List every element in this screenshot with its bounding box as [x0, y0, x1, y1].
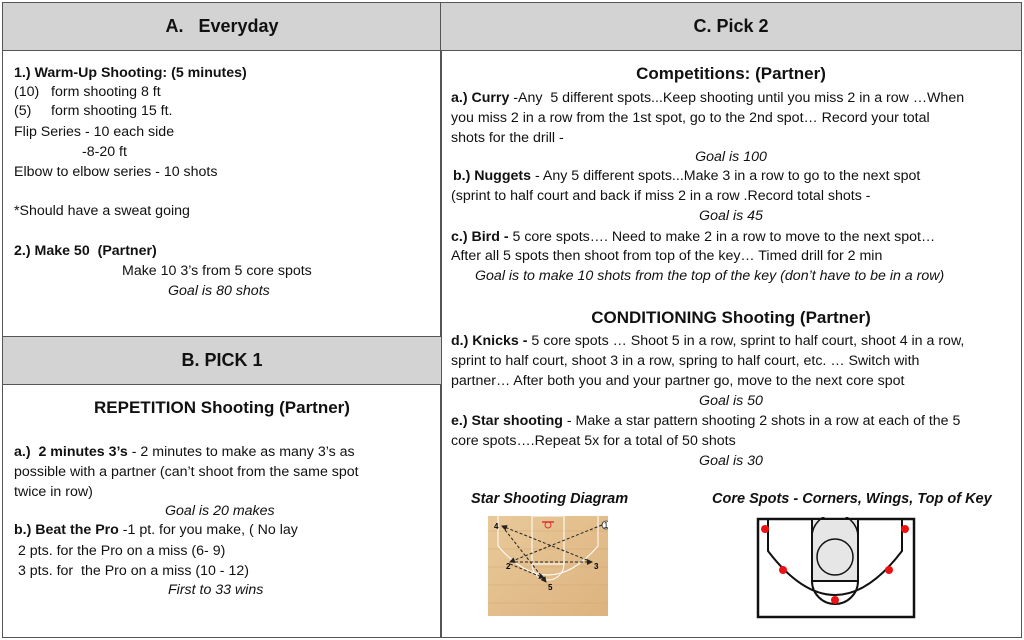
- warmup-line-4: -8-20 ft: [82, 144, 127, 160]
- knicks-text: 5 core spots … Shoot 5 in a row, sprint to half court, shoot 4 in a row,: [527, 333, 965, 349]
- beat-the-pro-label: b.) Beat the Pro: [14, 522, 119, 538]
- warmup-title: 1.) Warm-Up Shooting: (5 minutes): [14, 65, 247, 81]
- sweat-note: *Should have a sweat going: [14, 203, 190, 219]
- curry-goal: Goal is 100: [695, 149, 767, 165]
- star-line-2: core spots….Repeat 5x for a total of 50 shots: [451, 433, 736, 449]
- competitions-title: Competitions: (Partner): [636, 64, 826, 83]
- nuggets-goal: Goal is 45: [699, 208, 763, 224]
- warmup-line-1: (10) form shooting 8 ft: [14, 84, 161, 100]
- beat-the-pro-text: -1 pt. for you make, ( No lay: [118, 522, 298, 538]
- star-shooting-diagram: [488, 516, 608, 616]
- nuggets-label: b.) Nuggets: [453, 168, 532, 184]
- repetition-title: REPETITION Shooting (Partner): [94, 398, 350, 417]
- core-spot-left-corner: [761, 525, 769, 533]
- beat-the-pro-line-2: 2 pts. for the Pro on a miss (6- 9): [14, 543, 226, 559]
- bird-goal: Goal is to make 10 shots from the top of the key (don’t have to be in a row): [475, 268, 945, 284]
- nuggets-line-1: [453, 166, 920, 186]
- section-c-header: C. Pick 2: [440, 2, 1022, 51]
- warmup-line-5: Elbow to elbow series - 10 shots: [14, 164, 218, 180]
- two-minute-threes-text: - 2 minutes to make as many 3’s as: [127, 444, 355, 460]
- curry-line-2: you miss 2 in a row from the 1st spot, go to the 2nd spot… Record your total: [451, 110, 930, 126]
- star-text: - Make a star pattern shooting 2 shots in a row at each of the 5: [562, 413, 961, 429]
- make50-goal: Goal is 80 shots: [168, 283, 270, 299]
- core-spots-caption: Core Spots - Corners, Wings, Top of Key: [712, 491, 992, 507]
- star-spot-5: 5: [548, 583, 553, 592]
- bird-line-2: After all 5 spots then shoot from top of the key… Timed drill for 2 min: [451, 248, 883, 264]
- curry-line-3: shots for the drill -: [451, 130, 564, 146]
- core-spot-right-wing: [885, 566, 893, 574]
- section-b-header: B. PICK 1: [2, 336, 442, 385]
- curry-text: -Any 5 different spots...Keep shooting until you miss 2 in a row …When: [509, 90, 965, 106]
- two-minute-threes-goal: Goal is 20 makes: [165, 503, 275, 519]
- bird-text: 5 core spots…. Need to make 2 in a row to move to the next spot…: [508, 229, 936, 245]
- star-diagram-caption: Star Shooting Diagram: [471, 491, 629, 507]
- curry-label: a.) Curry: [451, 90, 510, 106]
- knicks-line-1: [451, 331, 964, 351]
- beat-the-pro-goal: First to 33 wins: [168, 582, 264, 598]
- nuggets-text: - Any 5 different spots...Make 3 in a row to go to the next spot: [531, 168, 921, 184]
- star-spot-1: 1: [603, 521, 608, 530]
- star-spot-3: 3: [594, 562, 599, 571]
- conditioning-title: CONDITIONING Shooting (Partner): [591, 308, 871, 327]
- bird-line-1: [451, 227, 935, 247]
- star-spot-4: 4: [494, 522, 499, 531]
- core-spot-right-corner: [901, 525, 909, 533]
- core-spot-top-of-key: [831, 596, 839, 604]
- make50-desc: Make 10 3’s from 5 core spots: [122, 263, 312, 279]
- star-line-1: [451, 411, 960, 431]
- beat-the-pro-line-1: [14, 520, 298, 540]
- two-minute-threes-line-3: twice in row): [14, 484, 93, 500]
- two-minute-threes-line-1: [14, 442, 355, 462]
- knicks-line-3: partner… After both you and your partner go, move to the next core spot: [451, 373, 905, 389]
- warmup-line-3: Flip Series - 10 each side: [14, 124, 175, 140]
- core-spots-court: [756, 517, 916, 619]
- star-goal: Goal is 30: [699, 453, 763, 469]
- star-label: e.) Star shooting: [451, 413, 563, 429]
- section-a-header: A. Everyday: [2, 2, 442, 51]
- curry-line-1: [451, 88, 964, 108]
- star-spot-2: 2: [506, 562, 511, 571]
- beat-the-pro-line-3: 3 pts. for the Pro on a miss (10 - 12): [14, 563, 249, 579]
- knicks-line-2: sprint to half court, shoot 3 in a row, spring to half court, etc. … Switch with: [451, 353, 920, 369]
- nuggets-line-2: (sprint to half court and back if miss 2 in a row .Record total shots -: [451, 188, 871, 204]
- knicks-label: d.) Knicks -: [451, 333, 528, 349]
- two-minute-threes-line-2: possible with a partner (can’t shoot from the same spot: [14, 464, 359, 480]
- warmup-line-2: (5) form shooting 15 ft.: [14, 103, 173, 119]
- two-minute-threes-label: a.) 2 minutes 3’s: [14, 444, 128, 460]
- make50-title: 2.) Make 50 (Partner): [14, 243, 157, 259]
- bird-label: c.) Bird -: [451, 229, 509, 245]
- knicks-goal: Goal is 50: [699, 393, 763, 409]
- core-spot-left-wing: [779, 566, 787, 574]
